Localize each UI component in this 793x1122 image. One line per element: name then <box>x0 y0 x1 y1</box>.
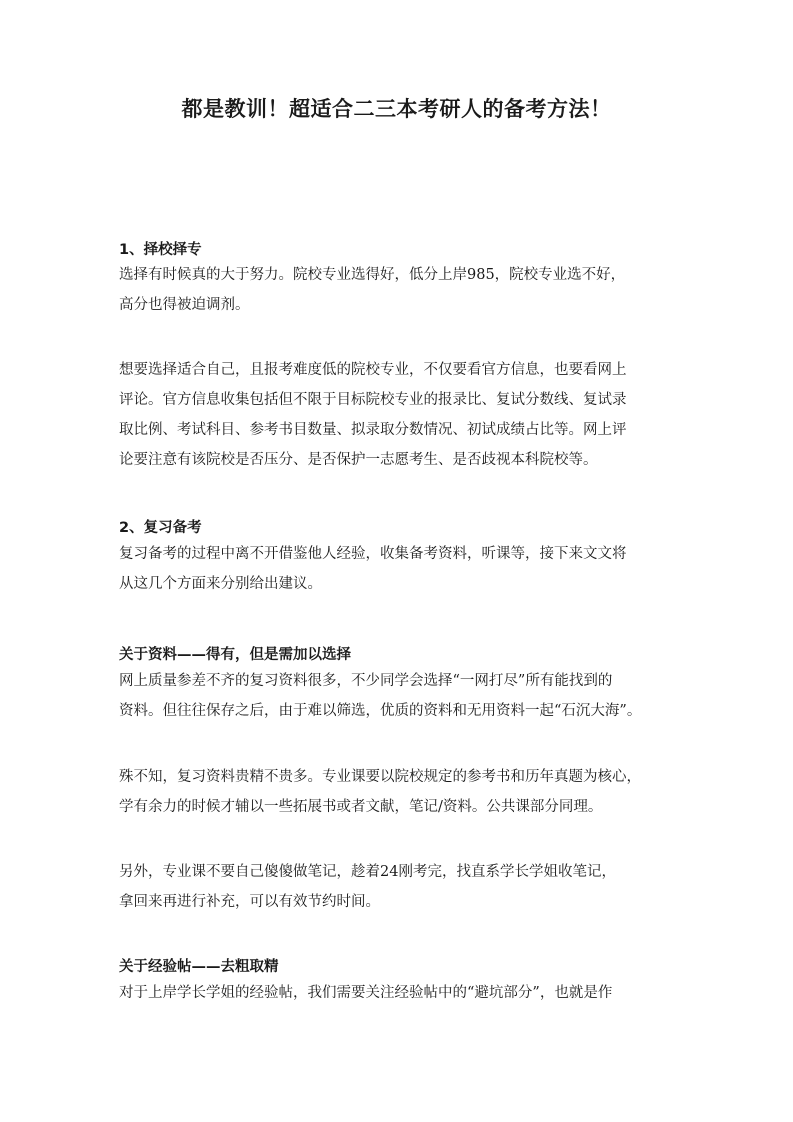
document-title: 都是教训！超适合二三本考研人的备考方法！ <box>181 97 612 121</box>
paragraph-line: 评论。官方信息收集包括但不限于目标院校专业的报录比、复试分数线、复试录 <box>119 392 627 408</box>
paragraph <box>119 539 679 599</box>
paragraph <box>119 762 679 822</box>
paragraph-line: 对于上岸学长学姐的经验帖，我们需要关注经验帖中的“避坑部分”，也就是作 <box>119 985 613 1001</box>
section-heading-1: 1、择校择专 <box>119 242 202 258</box>
paragraph-line: 资料。但往往保存之后，由于难以筛选，优质的资料和无用资料一起“石沉大海”。 <box>119 703 642 719</box>
section-heading-2: 2、复习备考 <box>119 520 202 536</box>
paragraph-line: 拿回来再进行补充，可以有效节约时间。 <box>119 894 380 910</box>
paragraph <box>119 260 679 320</box>
section-heading-materials: 关于资料——得有，但是需加以选择 <box>119 647 351 663</box>
section-heading-experience: 关于经验帖——去粗取精 <box>119 959 279 975</box>
paragraph-line: 选择有时候真的大于努力。院校专业选得好，低分上岸985，院校专业选不好， <box>119 267 626 283</box>
paragraph-line: 论要注意有该院校是否压分、是否保护一志愿考生、是否歧视本科院校等。 <box>119 452 598 468</box>
paragraph-line: 想要选择适合自己，且报考难度低的院校专业，不仅要看官方信息，也要看网上 <box>119 362 627 378</box>
paragraph <box>119 666 679 726</box>
paragraph-line: 从这几个方面来分别给出建议。 <box>119 576 322 592</box>
paragraph-line: 学有余力的时候才辅以一些拓展书或者文献，笔记/资料。公共课部分同理。 <box>119 799 603 815</box>
paragraph <box>119 857 679 917</box>
paragraph <box>119 978 679 1008</box>
paragraph-line: 另外，专业课不要自己傻傻做笔记，趁着24刚考完，找直系学长学姐收笔记， <box>119 864 616 880</box>
paragraph <box>119 355 679 475</box>
paragraph-line: 复习备考的过程中离不开借鉴他人经验，收集备考资料，听课等，接下来文文将 <box>119 546 627 562</box>
paragraph-line: 高分也得被迫调剂。 <box>119 297 250 313</box>
paragraph-line: 取比例、考试科目、参考书目数量、拟录取分数情况、初试成绩占比等。网上评 <box>119 422 627 438</box>
paragraph-line: 网上质量参差不齐的复习资料很多，不少同学会选择“一网打尽”所有能找到的 <box>119 673 613 689</box>
paragraph-line: 殊不知，复习资料贵精不贵多。专业课要以院校规定的参考书和历年真题为核心， <box>119 769 641 785</box>
